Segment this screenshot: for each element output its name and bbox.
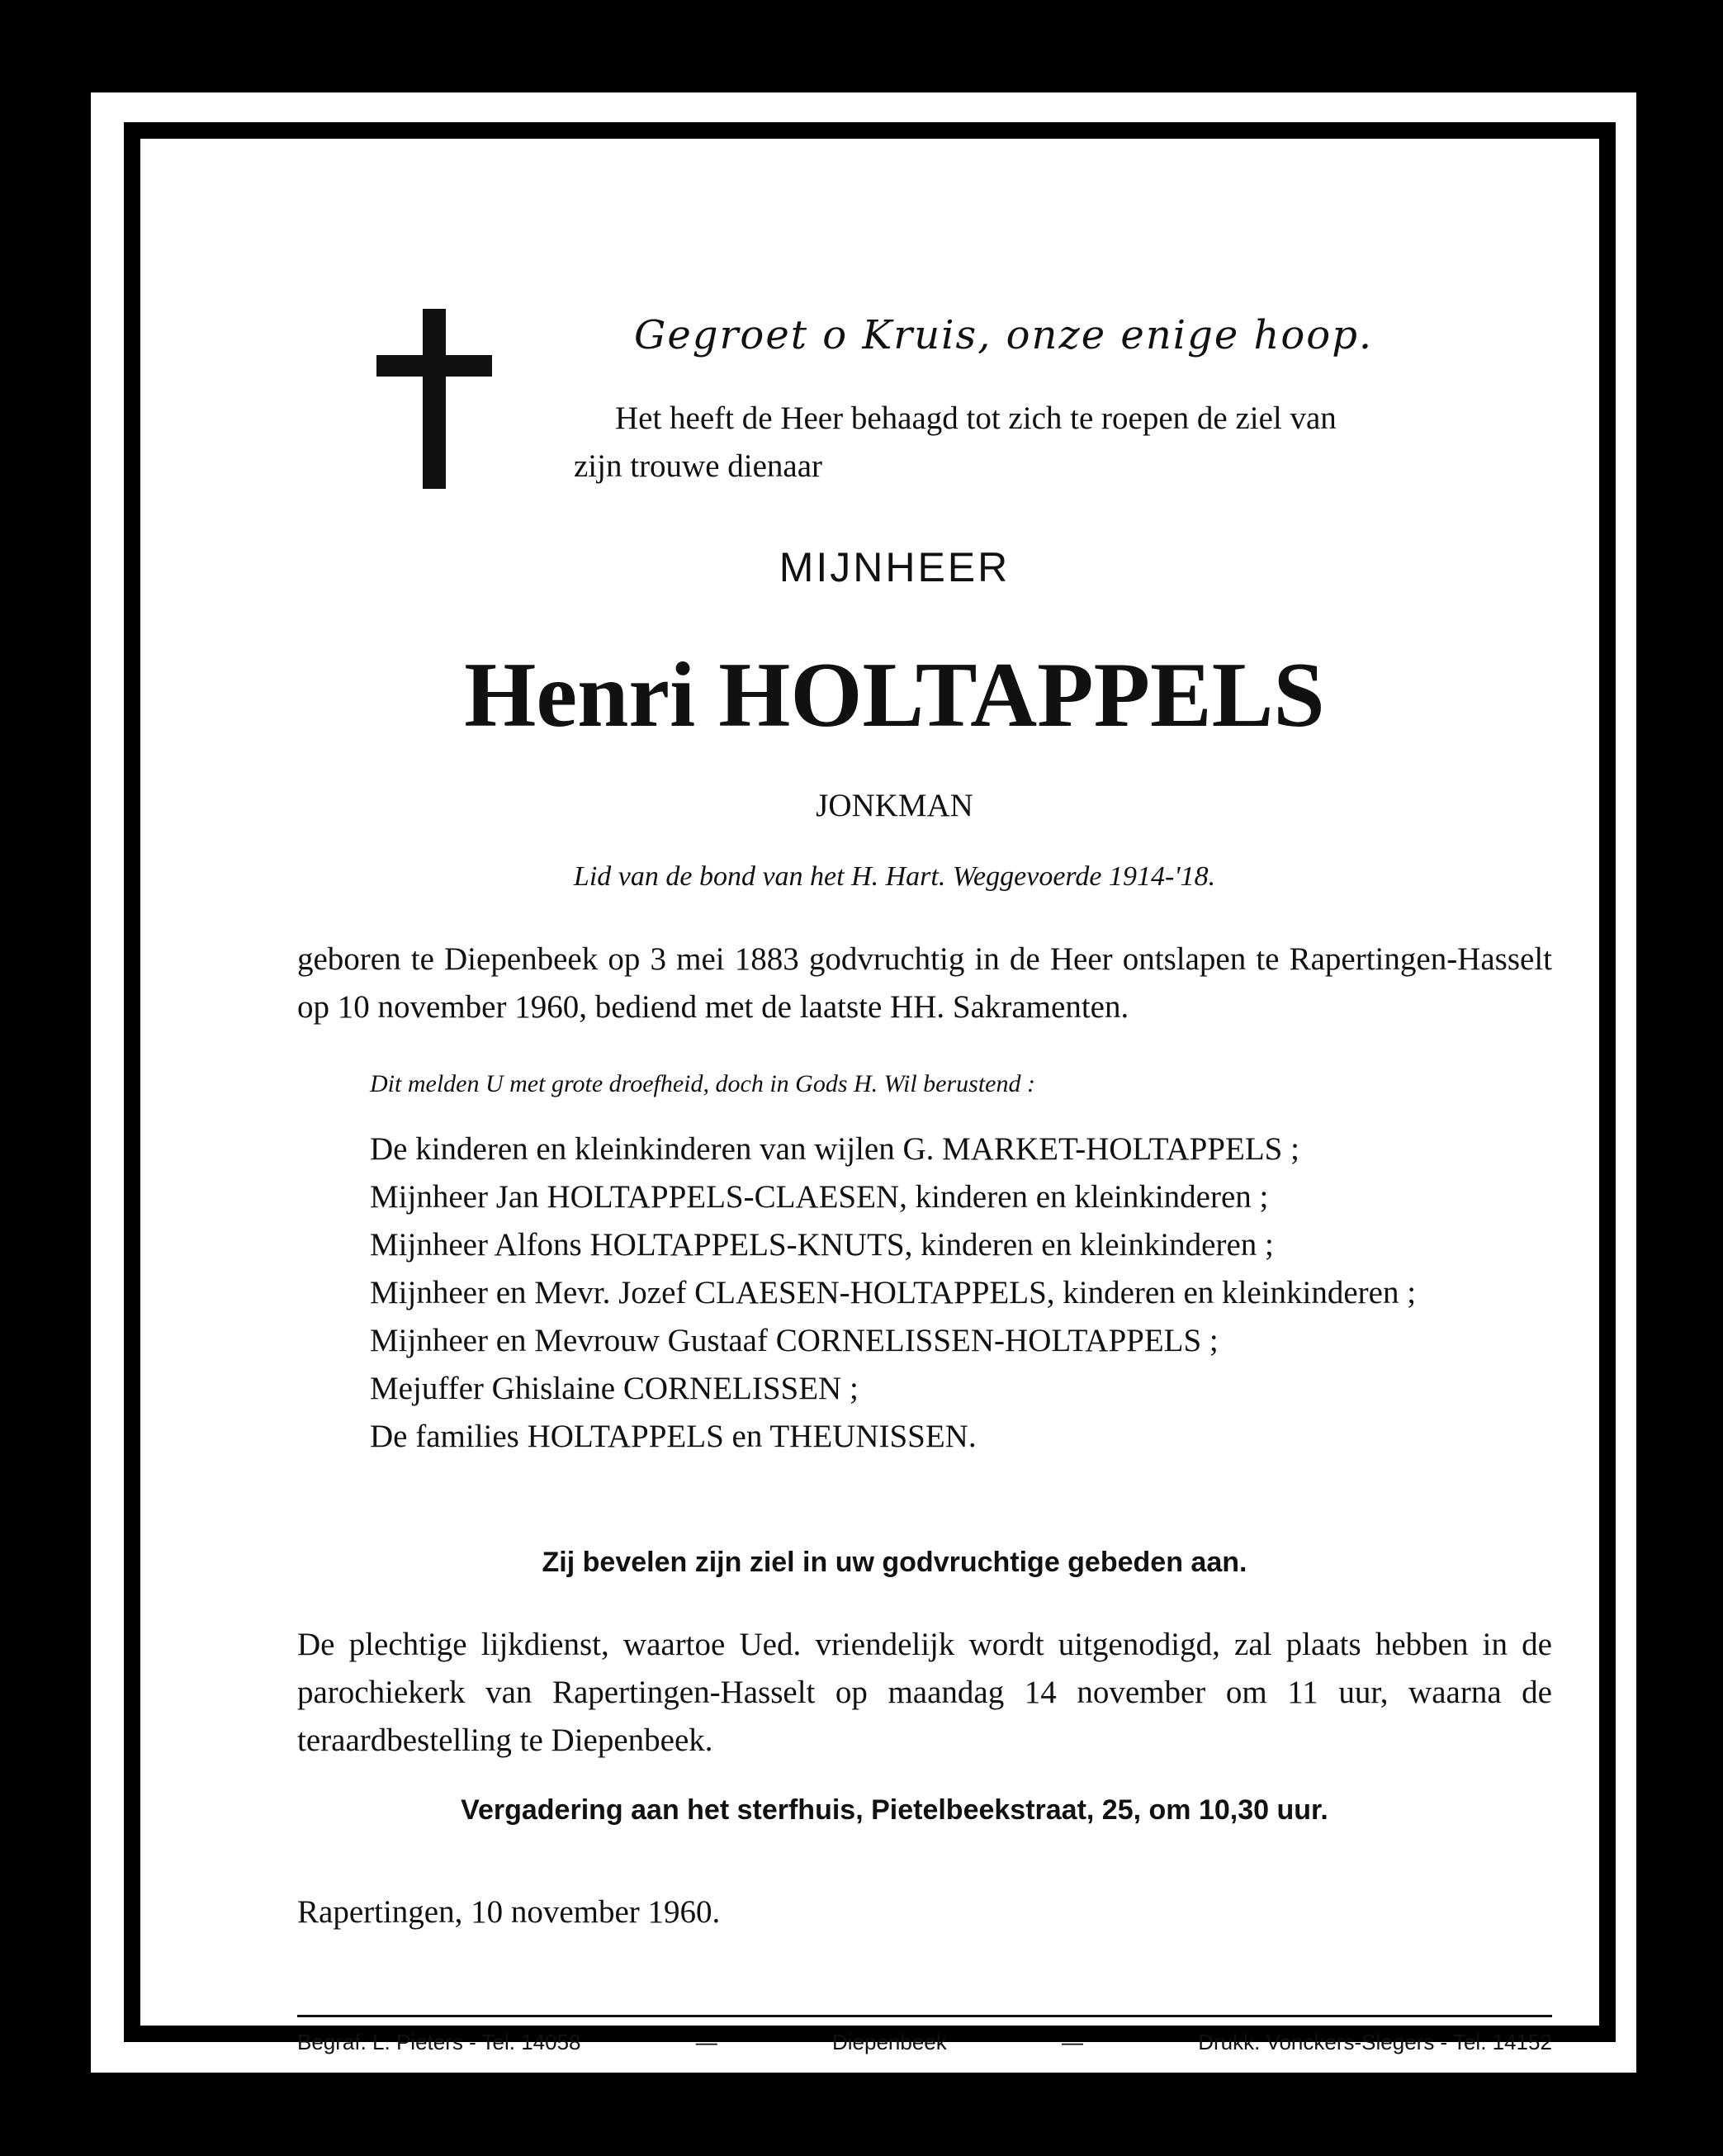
greeting-heading: Gegroet o Kruis, onze enige hoop. xyxy=(634,312,1374,358)
family-list-item: De families HOLTAPPELS en THEUNISSEN. xyxy=(370,1419,977,1454)
deceased-name: Henri HOLTAPPELS xyxy=(464,644,1325,746)
family-list-item: Mijnheer en Mevrouw Gustaaf CORNELISSEN-HOLTAPPELS ; xyxy=(370,1323,1219,1358)
marital-status: JONKMAN xyxy=(816,788,973,823)
mourning-border-frame xyxy=(124,122,1616,2054)
footer-town: Diepenbeek xyxy=(831,2030,947,2054)
honorific-title: MIJNHEER xyxy=(779,544,1011,590)
family-list-item: Mejuffer Ghislaine CORNELISSEN ; xyxy=(370,1371,859,1406)
gathering-info: Vergadering aan het sterfhuis, Pietelbeekstraat, 25, om 10,30 uur. xyxy=(461,1794,1328,1826)
family-list xyxy=(370,1125,1416,1461)
footer xyxy=(297,2030,1552,2055)
place-and-date: Rapertingen, 10 november 1960. xyxy=(297,1894,721,1930)
family-list-item: Mijnheer Jan HOLTAPPELS-CLAESEN, kinderen en kleinkinderen ; xyxy=(370,1179,1269,1215)
footer-printer: Drukk. Vonckers-Slegers - Tel. 14152 xyxy=(1198,2030,1552,2054)
footer-divider xyxy=(297,2015,1552,2017)
footer-separator: — xyxy=(1061,2030,1083,2054)
prayer-request: Zij bevelen zijn ziel in uw godvruchtige gebeden aan. xyxy=(542,1547,1247,1578)
death-notice-sheet xyxy=(91,92,1636,2073)
footer-separator: — xyxy=(695,2030,717,2054)
intro-text-line-2: zijn trouwe dienaar xyxy=(574,448,823,484)
family-list-item: Mijnheer Alfons HOLTAPPELS-KNUTS, kinderen en kleinkinderen ; xyxy=(370,1227,1274,1263)
announcement-line: Dit melden U met grote droefheid, doch in Gods H. Wil berustend : xyxy=(370,1070,1035,1097)
funeral-service-paragraph: De plechtige lijkdienst, waartoe Ued. vriendelijk wordt uitgenodigd, zal plaats hebben in de parochiekerk van Rapertingen-Hasselt op maandag 14 november om 11 uur, waarna de teraardbestelling te Diepenbeek. xyxy=(297,1627,1552,1758)
footer-undertaker: Begraf. L. Pieters - Tel. 14058 xyxy=(297,2030,581,2054)
membership-line: Lid van de bond van het H. Hart. Weggevoerde 1914-'18. xyxy=(573,861,1216,892)
intro-text-line-1: Het heeft de Heer behaagd tot zich te roepen de ziel van xyxy=(615,400,1337,436)
cross-icon xyxy=(376,309,492,489)
family-list-item: De kinderen en kleinkinderen van wijlen G. MARKET-HOLTAPPELS ; xyxy=(370,1131,1299,1167)
family-list-item: Mijnheer en Mevr. Jozef CLAESEN-HOLTAPPELS, kinderen en kleinkinderen ; xyxy=(370,1275,1417,1310)
birth-death-paragraph: geboren te Diepenbeek op 3 mei 1883 godvruchtig in de Heer ontslapen te Rapertingen-Hasselt op 10 november 1960, bediend met de laatste HH. Sakramenten. xyxy=(297,941,1552,1025)
